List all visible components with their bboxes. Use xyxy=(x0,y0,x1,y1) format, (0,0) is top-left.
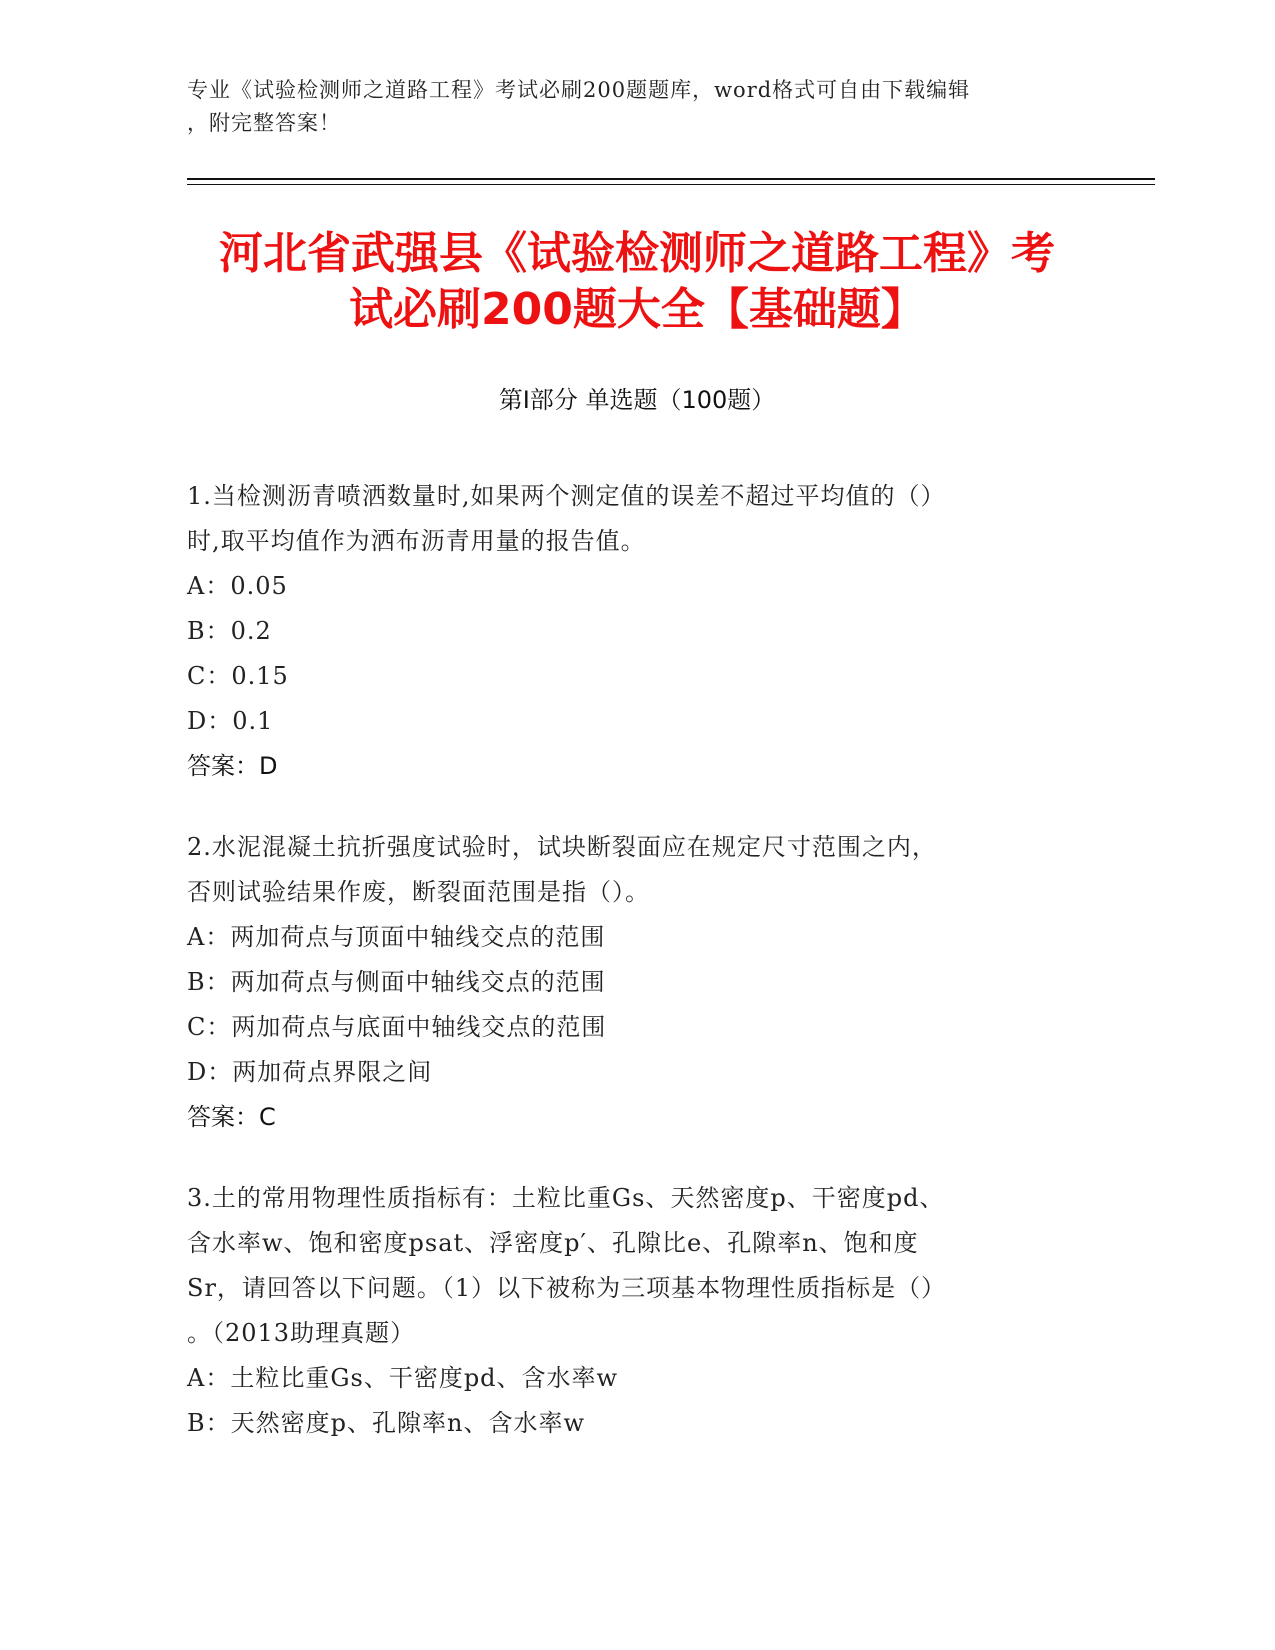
header-note-line-1: 专业《试验检测师之道路工程》考试必刷200题题库，word格式可自由下载编辑 xyxy=(187,78,971,102)
option-a: A：土粒比重Gs、干密度pd、含水率w xyxy=(187,1364,619,1392)
option-d: D：0.1 xyxy=(187,707,274,735)
question-3 xyxy=(187,1176,1067,1446)
question-stem-line: 否则试验结果作废，断裂面范围是指（）。 xyxy=(187,878,650,906)
question-stem-line: 1.当检测沥青喷洒数量时,如果两个测定值的误差不超过平均值的（） xyxy=(187,482,946,510)
option-c: C：0.15 xyxy=(187,662,289,690)
question-stem xyxy=(187,474,1067,564)
header-note xyxy=(187,74,1067,140)
option-b: B：0.2 xyxy=(187,617,272,645)
question-2 xyxy=(187,825,1067,1140)
header-note-line-2: ，附完整答案！ xyxy=(187,111,341,135)
option-a: A：0.05 xyxy=(187,572,288,600)
document-title-line-1: 河北省武强县《试验检测师之道路工程》考 xyxy=(219,228,1055,279)
header-divider-thin xyxy=(187,184,1155,185)
answer-line: 答案：D xyxy=(187,752,278,780)
question-stem xyxy=(187,1176,1067,1356)
question-stem-line: 含水率w、饱和密度psat、浮密度p′、孔隙比e、孔隙率n、饱和度 xyxy=(187,1229,919,1257)
option-c: C：两加荷点与底面中轴线交点的范围 xyxy=(187,1013,607,1041)
document-title xyxy=(187,226,1087,338)
section-heading: 第Ⅰ部分 单选题（100题） xyxy=(498,386,776,414)
question-stem-line: 2.水泥混凝土抗折强度试验时，试块断裂面应在规定尺寸范围之内， xyxy=(187,833,937,861)
option-d: D：两加荷点界限之间 xyxy=(187,1058,433,1086)
question-stem-line: 时,取平均值作为洒布沥青用量的报告值。 xyxy=(187,527,646,555)
answer-line: 答案：C xyxy=(187,1103,276,1131)
question-stem-line: 。（2013助理真题） xyxy=(187,1319,416,1347)
document-title-line-2: 试必刷200题大全【基础题】 xyxy=(349,284,925,335)
question-stem-line: Sr，请回答以下问题。（1）以下被称为三项基本物理性质指标是（） xyxy=(187,1274,947,1302)
question-list xyxy=(187,474,1067,1482)
option-b: B：天然密度p、孔隙率n、含水率w xyxy=(187,1409,585,1437)
question-1 xyxy=(187,474,1067,789)
question-stem-line: 3.土的常用物理性质指标有：土粒比重Gs、天然密度p、干密度pd、 xyxy=(187,1184,945,1212)
header-divider-thick xyxy=(187,178,1155,180)
option-a: A：两加荷点与顶面中轴线交点的范围 xyxy=(187,923,606,951)
option-b: B：两加荷点与侧面中轴线交点的范围 xyxy=(187,968,606,996)
question-stem xyxy=(187,825,1067,915)
